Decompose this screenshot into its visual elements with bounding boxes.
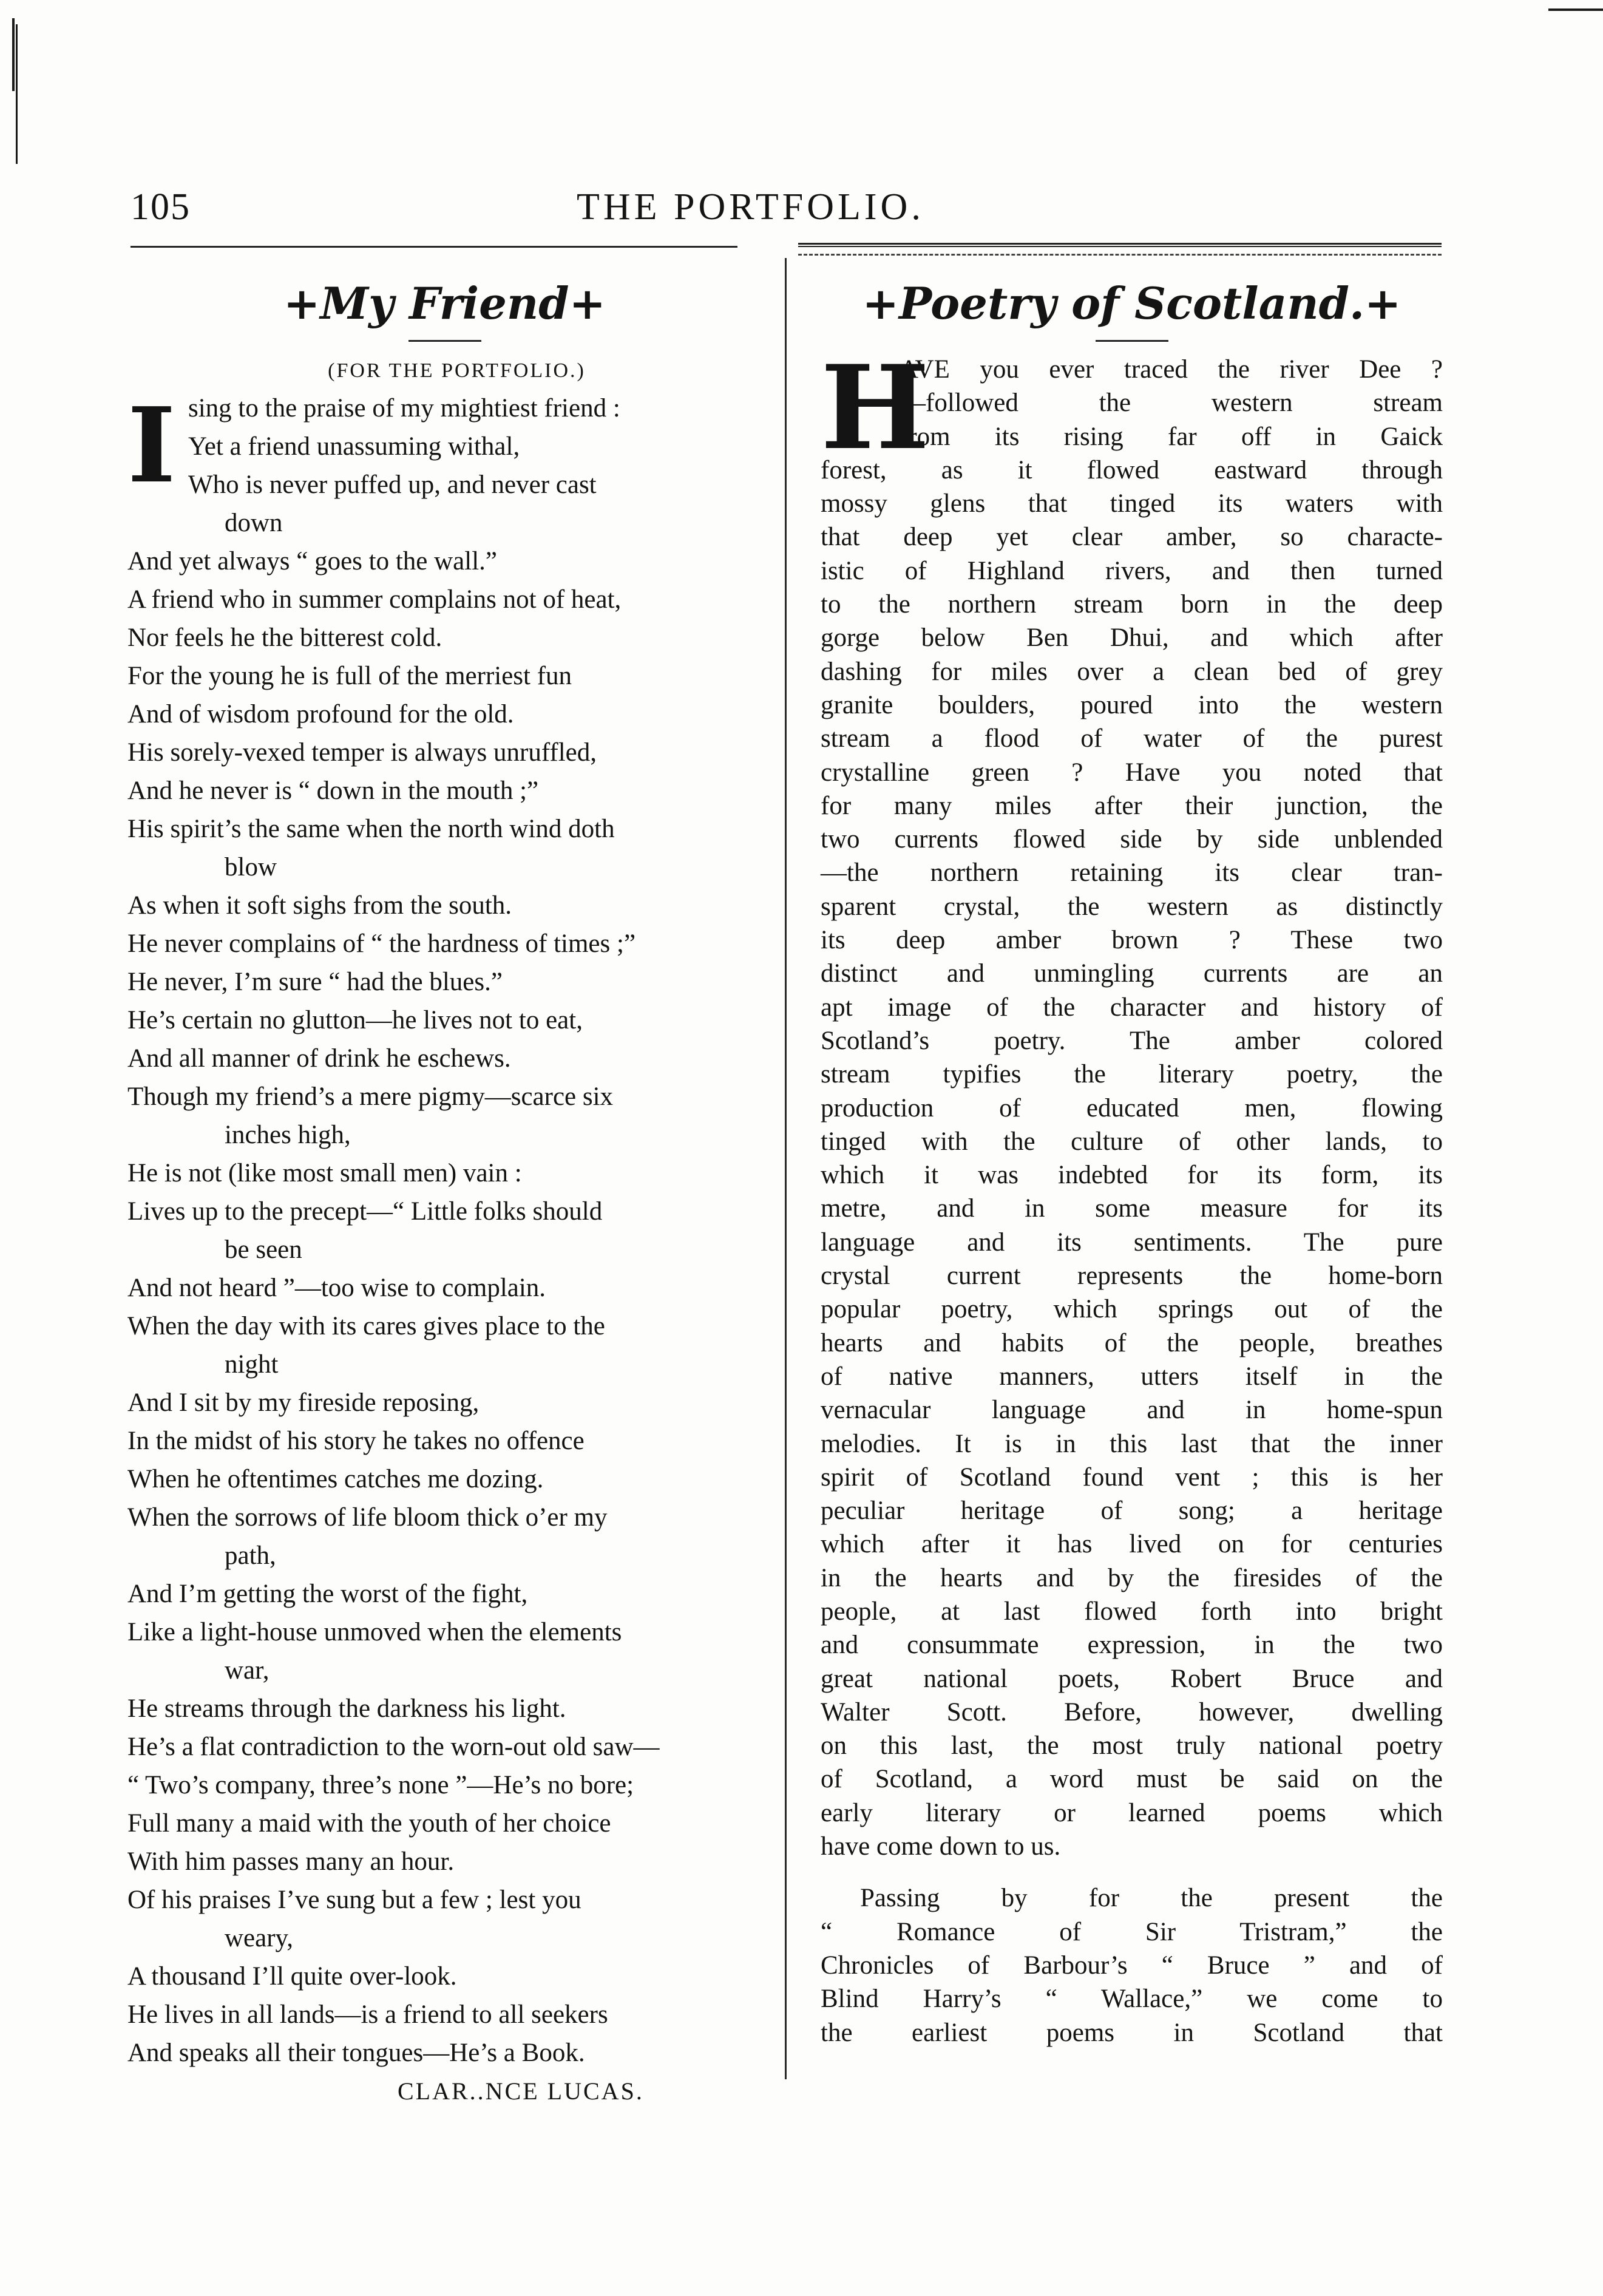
poem-line: He’s certain no glutton—he lives not to eat,	[127, 1006, 583, 1034]
text-line: Scotland’s poetry. The amber colored	[821, 1026, 1443, 1055]
poem-line: He never complains of “ the hardness of times ;”	[127, 929, 636, 958]
poem-line: Nor feels he the bitterest cold.	[127, 623, 442, 652]
drop-cap: H	[821, 340, 930, 475]
page-number: 105	[130, 186, 191, 228]
text-line: peculiar heritage of song; a heritage	[821, 1496, 1443, 1526]
poem-line: blow	[225, 853, 277, 881]
text-line: —followed the western stream	[900, 389, 1443, 418]
text-line: melodies. It is in this last that the inner	[821, 1429, 1443, 1458]
scan-edge-mark	[1548, 8, 1603, 11]
poem-line: sing to the praise of my mightiest friend :	[188, 394, 620, 423]
poem-line: He is not (like most small men) vain :	[127, 1159, 522, 1187]
scan-edge-mark	[12, 18, 15, 91]
poem-line: Of his praises I’ve sung but a few ; lest you	[127, 1886, 581, 1914]
text-line: hearts and habits of the people, breathes	[821, 1328, 1443, 1357]
poem-line: When the day with its cares gives place to the	[127, 1312, 605, 1340]
text-line: —the northern retaining its clear tran-	[821, 858, 1443, 888]
poem-line: Lives up to the precept—“ Little folks should	[127, 1197, 603, 1226]
text-line: Passing by for the present the	[860, 1884, 1443, 1913]
page-header	[130, 182, 1442, 237]
text-line: vernacular language and in home-spun	[821, 1396, 1443, 1425]
poem-line: And not heard ”—too wise to complain.	[127, 1274, 546, 1302]
poem-line: And I sit by my fireside reposing,	[127, 1388, 480, 1417]
poem-line: be seen	[225, 1235, 302, 1264]
title-rule	[408, 340, 481, 342]
poem-line: night	[225, 1350, 279, 1379]
text-line: “ Romance of Sir Tristram,” the	[821, 1917, 1443, 1946]
text-line: early literary or learned poems which	[821, 1798, 1443, 1827]
poem-line: And of wisdom profound for the old.	[127, 700, 514, 729]
text-line: in the hearts and by the firesides of the	[821, 1563, 1443, 1592]
poem-line: And he never is “ down in the mouth ;”	[127, 776, 539, 805]
poem-line: His spirit’s the same when the north wind doth	[127, 815, 615, 843]
text-line: that deep yet clear amber, so characte-	[821, 523, 1443, 552]
poem-line: For the young he is full of the merriest fun	[127, 662, 572, 690]
text-line: of Scotland, a word must be said on the	[821, 1765, 1443, 1794]
text-line: its deep amber brown ? These two	[821, 926, 1443, 955]
poem-line: inches high,	[225, 1121, 351, 1149]
text-line: istic of Highland rivers, and then turned	[821, 556, 1443, 585]
article-paragraph	[821, 1881, 1443, 2049]
text-line: metre, and in some measure for its	[821, 1194, 1443, 1223]
poem-line: And yet always “ goes to the wall.”	[127, 547, 497, 576]
text-line: have come down to us.	[821, 1832, 1061, 1861]
text-line: mossy glens that tinged its waters with	[821, 489, 1443, 518]
running-title: THE PORTFOLIO.	[577, 186, 924, 228]
poem-line: A friend who in summer complains not of heat,	[127, 585, 622, 614]
column-divider	[785, 258, 787, 2079]
text-line: crystal current represents the home-born	[821, 1262, 1443, 1291]
poem-line: And speaks all their tongues—He’s a Book.	[127, 2039, 585, 2067]
text-line: spirit of Scotland found vent ; this is her	[821, 1462, 1443, 1492]
article-paragraph	[821, 340, 1443, 1863]
text-line: the earliest poems in Scotland that	[821, 2018, 1443, 2047]
text-line: granite boulders, poured into the western	[821, 690, 1443, 719]
article-title: +Poetry of Scotland.+	[862, 277, 1401, 329]
poem-line: Full many a maid with the youth of her choice	[127, 1809, 611, 1838]
text-line: great national poets, Robert Bruce and	[821, 1664, 1443, 1693]
poem-line: A thousand I’ll quite over-look.	[127, 1962, 457, 1991]
text-line: Walter Scott. Before, however, dwelling	[821, 1697, 1443, 1727]
title-rule	[1096, 340, 1168, 342]
poem-line: When the sorrows of life bloom thick o’er my	[127, 1503, 608, 1532]
poem-line: path,	[225, 1541, 276, 1570]
text-line: distinct and unmingling currents are an	[821, 959, 1443, 988]
text-line: AVE you ever traced the river Dee ?	[900, 355, 1443, 384]
poem-line: He never, I’m sure “ had the blues.”	[127, 968, 503, 996]
poem-line: Like a light-house unmoved when the elements	[127, 1618, 622, 1646]
text-line: forest, as it flowed eastward through	[821, 455, 1443, 484]
poem-line: He streams through the darkness his light.	[127, 1694, 566, 1723]
poem-line: When he oftentimes catches me dozing.	[127, 1465, 544, 1493]
poem-subtitle: (FOR THE PORTFOLIO.)	[328, 359, 586, 382]
right-column	[821, 267, 1443, 2050]
text-line: to the northern stream born in the deep	[821, 590, 1443, 619]
text-line: Chronicles of Barbour’s “ Bruce ” and of	[821, 1951, 1443, 1980]
text-line: for many miles after their junction, the	[821, 791, 1443, 820]
scan-edge-mark	[16, 24, 18, 164]
drop-cap: I	[127, 385, 176, 506]
header-rule-right	[798, 243, 1442, 247]
text-line: from its rising far off in Gaick	[900, 422, 1443, 451]
poem-line: In the midst of his story he takes no offence	[127, 1427, 585, 1455]
poem-line: And all manner of drink he eschews.	[127, 1044, 511, 1073]
poem-line: With him passes many an hour.	[127, 1847, 455, 1876]
poem-line: “ Two’s company, three’s none ”—He’s no bore;	[127, 1771, 634, 1799]
text-line: apt image of the character and history of	[821, 993, 1443, 1022]
poem-line: war,	[225, 1656, 269, 1685]
text-line: Blind Harry’s “ Wallace,” we come to	[821, 1985, 1443, 2014]
author-signature: CLAR..NCE LUCAS.	[398, 2077, 644, 2105]
poem-line: Though my friend’s a mere pigmy—scarce six	[127, 1082, 614, 1111]
poem-title: +My Friend+	[283, 277, 606, 329]
text-line: and consummate expression, in the two	[821, 1631, 1443, 1660]
text-line: people, at last flowed forth into bright	[821, 1597, 1443, 1626]
text-line: stream typifies the literary poetry, the	[821, 1060, 1443, 1089]
text-line: on this last, the most truly national poetry	[821, 1731, 1443, 1761]
text-line: popular poetry, which springs out of the	[821, 1295, 1443, 1324]
text-line: stream a flood of water of the purest	[821, 724, 1443, 753]
text-line: sparent crystal, the western as distinctly	[821, 892, 1443, 921]
poem-line: down	[225, 509, 283, 537]
poem-line: Who is never puffed up, and never cast	[188, 470, 597, 499]
text-line: gorge below Ben Dhui, and which after	[821, 623, 1443, 653]
text-line: language and its sentiments. The pure	[821, 1228, 1443, 1257]
poem-line: As when it soft sighs from the south.	[127, 891, 512, 920]
text-line: tinged with the culture of other lands, to	[821, 1127, 1443, 1156]
poem-body	[127, 385, 762, 2072]
poem-line: His sorely-vexed temper is always unruffled,	[127, 738, 597, 767]
poem-line: He’s a flat contradiction to the worn-out old saw—	[127, 1733, 660, 1761]
text-line: crystalline green ? Have you noted that	[821, 758, 1443, 787]
poem-line: weary,	[225, 1924, 294, 1952]
text-line: production of educated men, flowing	[821, 1093, 1443, 1123]
text-line: dashing for miles over a clean bed of grey	[821, 657, 1443, 686]
text-line: of native manners, utters itself in the	[821, 1362, 1443, 1391]
header-rule-left	[130, 246, 737, 248]
poem-line: And I’m getting the worst of the fight,	[127, 1580, 528, 1608]
poem-line: Yet a friend unassuming withal,	[188, 432, 520, 461]
header-rule-right-dashed	[798, 254, 1442, 256]
poem-line: He lives in all lands—is a friend to all seekers	[127, 2000, 608, 2029]
left-column	[127, 267, 762, 2110]
text-line: which after it has lived on for centuries	[821, 1530, 1443, 1559]
text-line: two currents flowed side by side unblended	[821, 825, 1443, 854]
text-line: which it was indebted for its form, its	[821, 1161, 1443, 1190]
